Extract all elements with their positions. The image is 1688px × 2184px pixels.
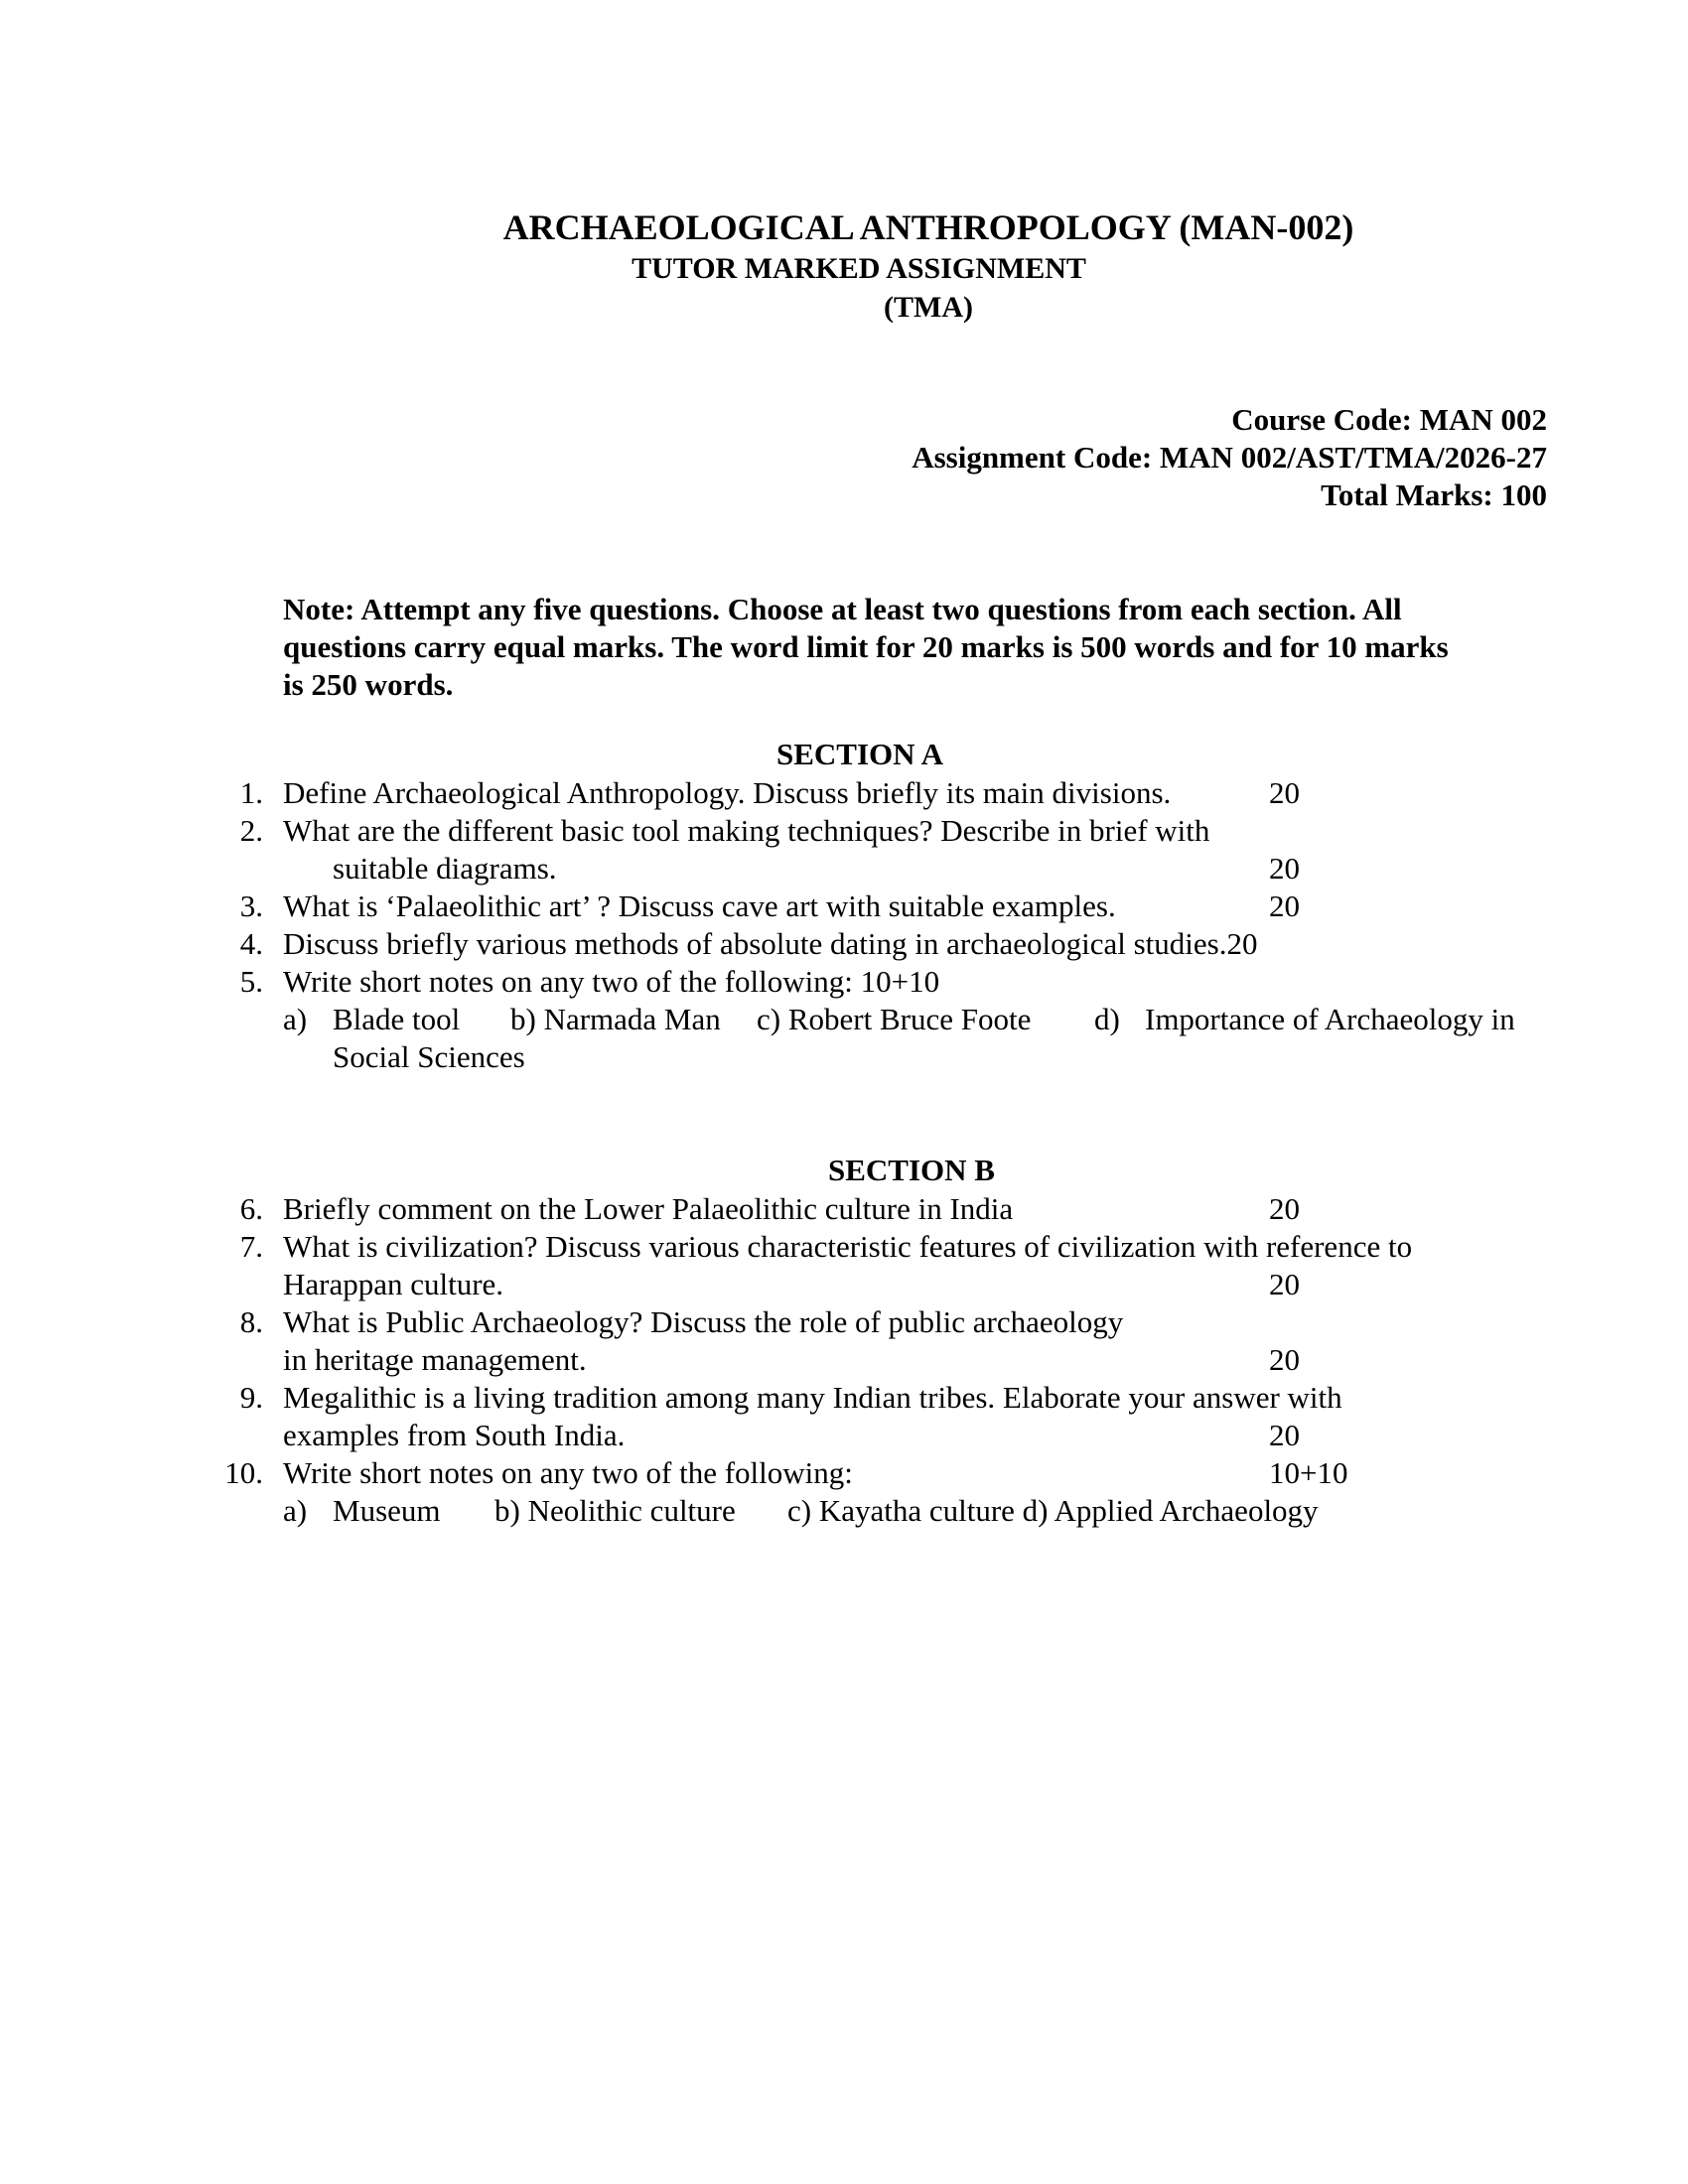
question-number: 6.	[239, 1191, 263, 1226]
question-text-continued: Harappan culture.	[283, 1267, 504, 1301]
question-text-continued: suitable diagrams.	[333, 851, 557, 886]
question-text: Briefly comment on the Lower Palaeolithic culture in India	[283, 1191, 1014, 1226]
question-marks: 20	[1269, 1267, 1300, 1301]
course-code: Course Code: MAN 002	[1231, 402, 1547, 437]
total-marks: Total Marks: 100	[1321, 478, 1547, 512]
question-number: 5.	[239, 964, 263, 999]
option-d-label: d)	[1094, 1002, 1120, 1036]
option-c-d: c) Kayatha culture d) Applied Archaeology	[787, 1493, 1319, 1528]
note-line-2: questions carry equal marks. The word limit for 20 marks is 500 words and for 10 marks	[283, 629, 1449, 664]
option-b: b) Neolithic culture	[494, 1493, 736, 1528]
question-number: 1.	[239, 775, 263, 810]
option-a-text: Museum	[333, 1493, 441, 1528]
question-number: 4.	[239, 926, 263, 961]
question-text: Define Archaeological Anthropology. Discuss briefly its main divisions.	[283, 775, 1172, 810]
question-marks: 20	[1269, 1418, 1300, 1452]
question-text: What is Public Archaeology? Discuss the role of public archaeology	[283, 1304, 1124, 1339]
question-marks: 20	[1269, 1191, 1300, 1226]
option-b: b) Narmada Man	[510, 1002, 721, 1036]
question-marks: 20	[1269, 888, 1300, 923]
question-text: Write short notes on any two of the following: 10+10	[283, 964, 940, 999]
question-marks: 20	[1269, 775, 1300, 810]
question-text-continued: in heritage management.	[283, 1342, 587, 1377]
question-number: 3.	[239, 888, 263, 923]
option-c: c) Robert Bruce Foote	[757, 1002, 1032, 1036]
question-marks: 10+10	[1269, 1455, 1348, 1490]
assignment-code: Assignment Code: MAN 002/AST/TMA/2026-27	[912, 440, 1547, 475]
question-text: What is ‘Palaeolithic art’ ? Discuss cave art with suitable examples.	[283, 888, 1116, 923]
question-text: Discuss briefly various methods of absolute dating in archaeological studies.20	[283, 926, 1258, 961]
question-text-continued: examples from South India.	[283, 1418, 626, 1452]
question-text: Write short notes on any two of the following:	[283, 1455, 853, 1490]
question-marks: 20	[1269, 851, 1300, 886]
option-a-label: a)	[283, 1493, 308, 1528]
question-text: Megalithic is a living tradition among many Indian tribes. Elaborate your answer with	[283, 1380, 1342, 1415]
question-number: 8.	[239, 1304, 263, 1339]
option-a-text: Blade tool	[333, 1002, 461, 1036]
question-number: 2.	[239, 813, 263, 848]
question-text: What is civilization? Discuss various characteristic features of civilization with reference to	[283, 1229, 1413, 1264]
question-text: What are the different basic tool making techniques? Describe in brief with	[283, 813, 1210, 848]
section-b-heading: SECTION B	[828, 1153, 995, 1187]
option-d-text-continued: Social Sciences	[333, 1039, 525, 1074]
document-title: ARCHAEOLOGICAL ANTHROPOLOGY (MAN-002)	[502, 207, 1354, 247]
option-d-text: Importance of Archaeology in	[1145, 1002, 1515, 1036]
section-a-heading: SECTION A	[776, 737, 943, 771]
question-number: 10.	[224, 1455, 263, 1490]
document-abbr: (TMA)	[884, 291, 973, 324]
question-marks: 20	[1269, 1342, 1300, 1377]
question-number: 9.	[239, 1380, 263, 1415]
note-line-3: is 250 words.	[283, 667, 454, 702]
note-line-1: Note: Attempt any five questions. Choose at least two questions from each section. All	[283, 592, 1402, 626]
option-a-label: a)	[283, 1002, 308, 1036]
document-subtitle: TUTOR MARKED ASSIGNMENT	[632, 252, 1086, 285]
question-number: 7.	[239, 1229, 263, 1264]
